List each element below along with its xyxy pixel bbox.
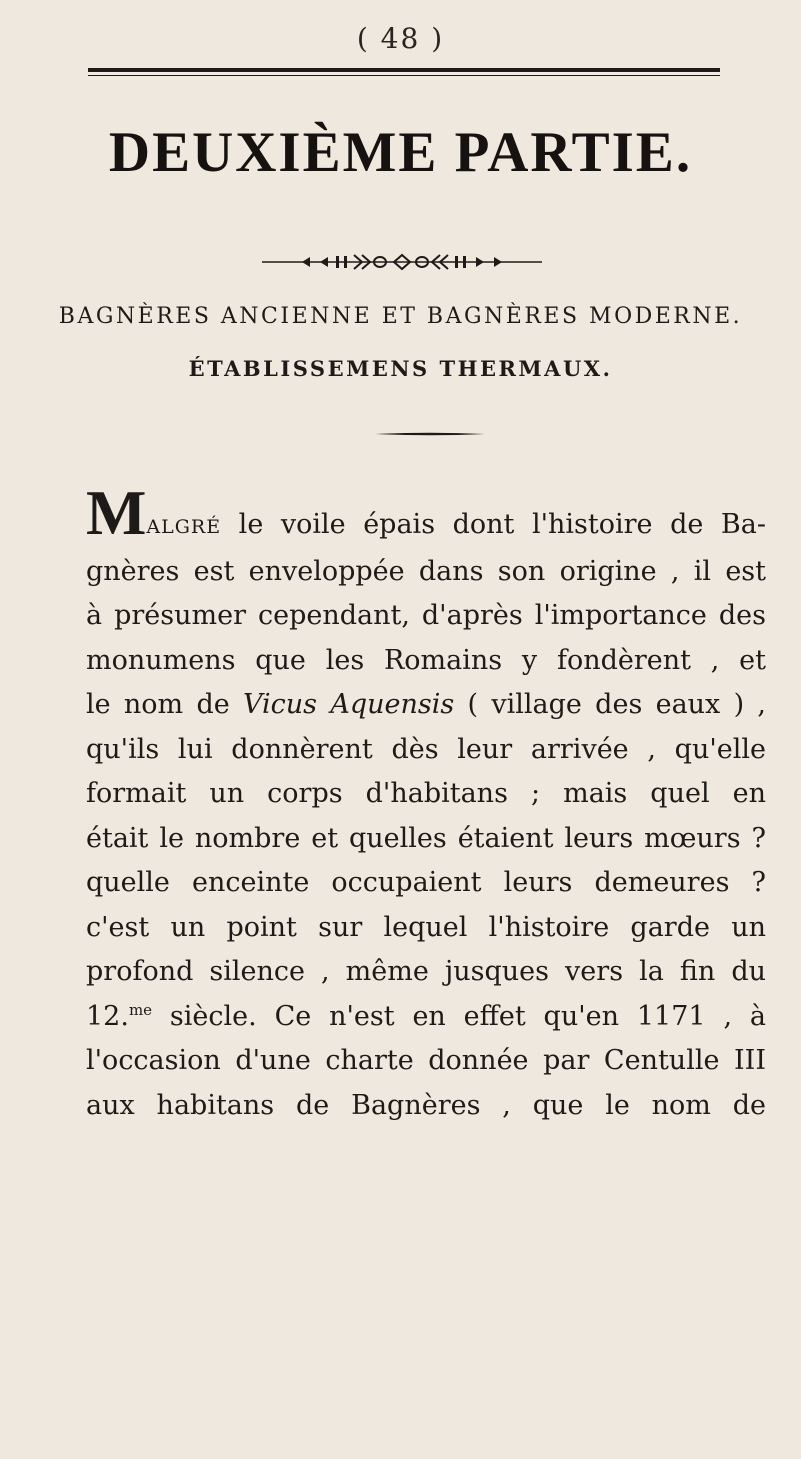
text-line: formait un corps d'habitans ; mais quel en [86,778,766,809]
text-line: était le nombre et quelles étaient leurs mœurs ? [86,822,766,854]
text-line: gnères est enveloppée dans son origine , il est [86,555,766,587]
text-line: profond silence , même jusques vers la fin du [86,956,766,987]
section-separator-rule [375,432,485,436]
text-line [86,995,766,1040]
italic-latin-name: Vicus Aquensis [243,689,455,720]
text-line: qu'ils lui donnèrent dès leur arrivée , qu'elle [86,733,766,765]
text-line [86,683,766,728]
text-span: le voile épais dont l'histoire de Ba- [221,509,766,540]
text-line: c'est un point sur lequel l'histoire garde un [86,911,766,943]
ornament-divider-icon [262,250,542,274]
text-line [86,477,766,550]
text-span: le nom de [86,689,244,720]
text-span: 12. [86,1000,129,1032]
body-paragraph [86,477,766,1128]
drop-cap: M [86,477,147,548]
page-number: ( 48 ) [356,22,445,55]
text-line: l'occasion d'une charte donnée par Centulle III [86,1045,766,1076]
text-line: quelle enceinte occupaient leurs demeures ? [86,867,766,898]
header-rule-thin [88,75,720,76]
header-rule-thick [88,68,720,72]
part-title: DEUXIÈME PARTIE. [108,121,693,184]
text-line: à présumer cependant, d'après l'importance des [86,600,766,631]
small-caps-word: ALGRÉ [146,516,222,538]
text-line: aux habitans de Bagnères , que le nom de [86,1089,766,1121]
section-heading: ÉTABLISSEMENS THERMAUX. [188,356,613,381]
text-line: monumens que les Romains y fondèrent , et [86,644,766,676]
text-span: siècle. Ce n'est en effet qu'en 1171 , à [152,1000,766,1032]
header-double-rule [88,68,720,78]
section-subtitle: BAGNÈRES ANCIENNE ET BAGNÈRES MODERNE. [58,304,743,329]
superscript: me [128,1000,153,1019]
text-span: ( village des eaux ) , [454,689,766,720]
